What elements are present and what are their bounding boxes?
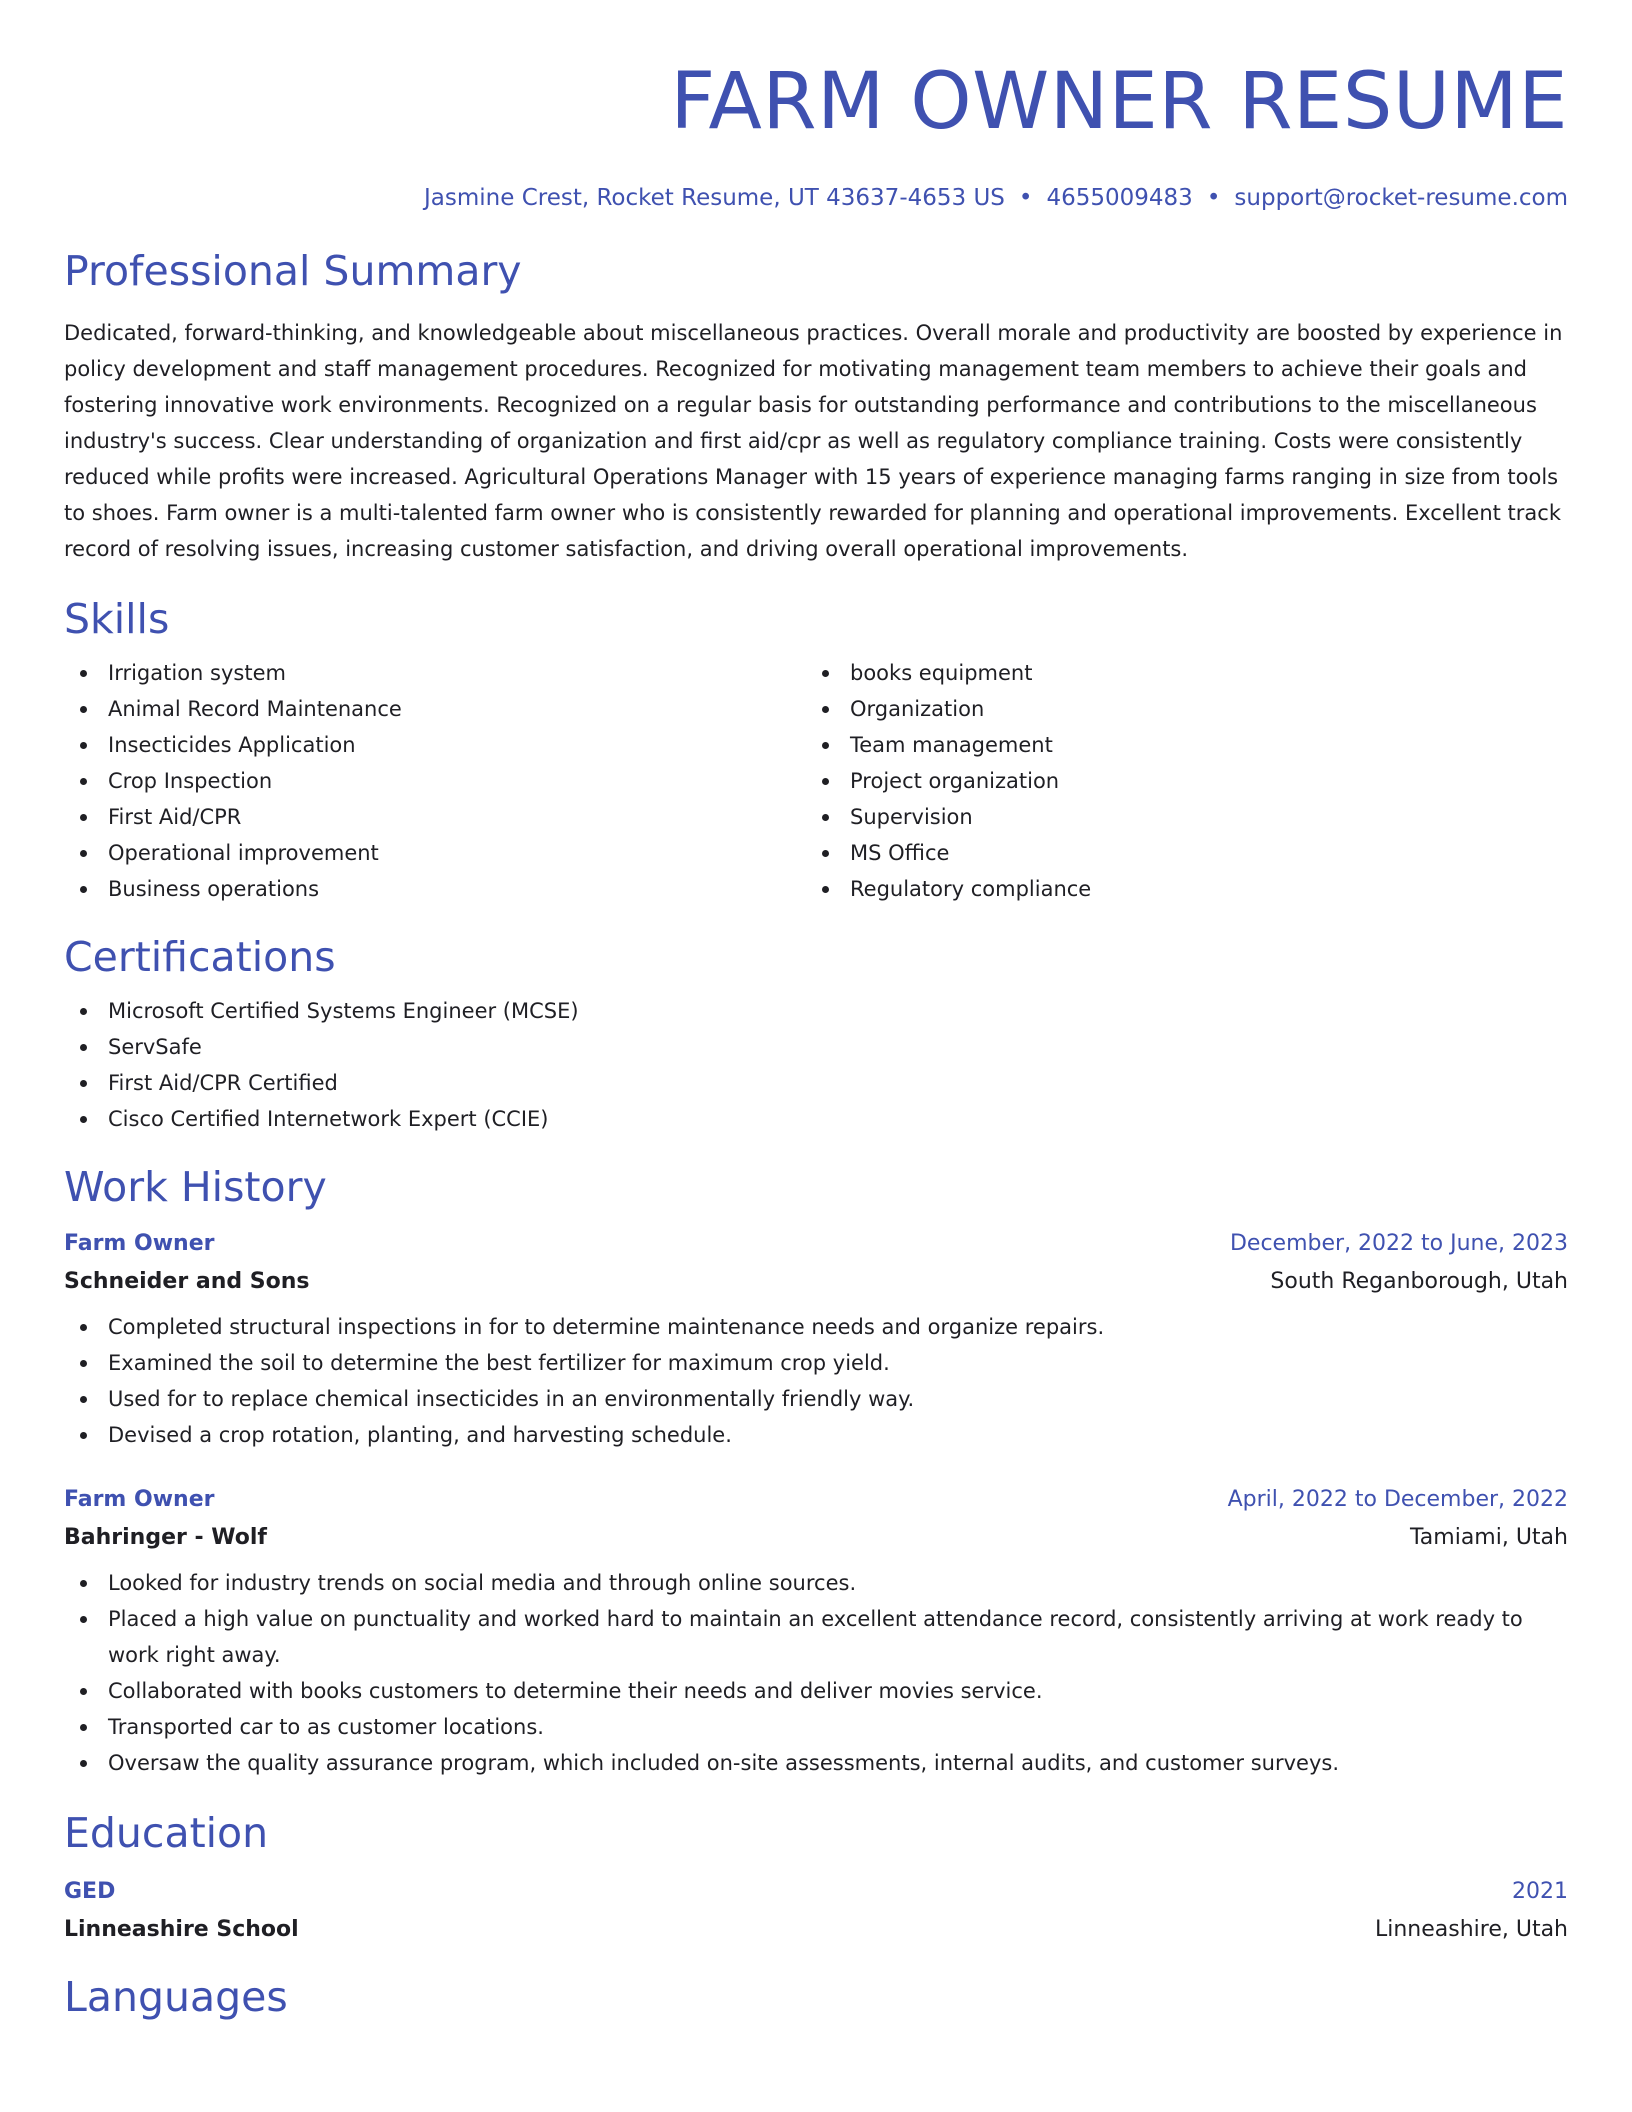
job-duty-item: Used for to replace chemical insecticides in an environmentally friendly way. (64, 1381, 1568, 1417)
skills-list-left (64, 655, 806, 907)
job-duty-item: Transported car to as customer locations. (64, 1709, 1568, 1745)
job-entry (64, 1225, 1568, 1453)
languages-section (64, 1971, 1568, 2023)
contact-line (64, 183, 1568, 213)
skills-grid (64, 655, 1568, 907)
resume-header (64, 0, 1568, 213)
education-entry (64, 1873, 1568, 1949)
job-company-row (64, 1263, 1568, 1301)
contact-address: Jasmine Crest, Rocket Resume, UT 43637-4653 US (424, 185, 1005, 211)
skill-item: Project organization (806, 763, 1548, 799)
summary-heading: Professional Summary (64, 247, 522, 295)
education-section (64, 1807, 1568, 1949)
job-duty-item: Placed a high value on punctuality and worked hard to maintain an excellent attendance record, consistently arriving at work ready to work right away. (64, 1601, 1568, 1673)
job-duty-item: Oversaw the quality assurance program, which included on-site assessments, internal audits, and customer surveys. (64, 1745, 1568, 1781)
job-duty-item: Examined the soil to determine the best fertilizer for maximum crop yield. (64, 1345, 1568, 1381)
job-company: Bahringer - Wolf (64, 1525, 268, 1550)
skills-heading: Skills (64, 595, 170, 643)
summary-section (64, 245, 1568, 567)
work-history-section (64, 1161, 1568, 1781)
skills-list-right (806, 655, 1548, 907)
resume-title: FARM OWNER RESUME (670, 57, 1568, 147)
job-duties-list (64, 1565, 1568, 1781)
job-duties-list (64, 1309, 1568, 1453)
education-school-row (64, 1911, 1568, 1949)
job-location: South Reganborough, Utah (1270, 1269, 1568, 1294)
skills-section (64, 593, 1568, 907)
job-dates: December, 2022 to June, 2023 (1229, 1231, 1568, 1256)
education-heading: Education (64, 1809, 269, 1857)
job-dates: April, 2022 to December, 2022 (1227, 1487, 1568, 1512)
skill-item: books equipment (806, 655, 1548, 691)
job-entry (64, 1481, 1568, 1781)
languages-heading: Languages (64, 1973, 288, 2021)
job-location: Tamiami, Utah (1410, 1525, 1568, 1550)
job-title-row (64, 1481, 1568, 1519)
contact-separator: • (1018, 185, 1033, 211)
job-title: Farm Owner (64, 1231, 215, 1256)
contact-phone: 4655009483 (1046, 185, 1193, 211)
skill-item: First Aid/CPR (64, 799, 806, 835)
skill-item: Crop Inspection (64, 763, 806, 799)
job-title: Farm Owner (64, 1487, 215, 1512)
education-year: 2021 (1512, 1879, 1568, 1904)
job-duty-item: Completed structural inspections in for to determine maintenance needs and organize repairs. (64, 1309, 1568, 1345)
job-duty-item: Looked for industry trends on social media and through online sources. (64, 1565, 1568, 1601)
certification-item: Cisco Certified Internetwork Expert (CCIE) (64, 1101, 1568, 1137)
contact-separator: • (1206, 185, 1221, 211)
summary-text: Dedicated, forward-thinking, and knowledgeable about miscellaneous practices. Overall morale and productivity are boosted by experience in policy development and staff management procedures. Recognized for motivating management team members to achieve their goals and fostering innovative work environments. Recognized on a regular basis for outstanding performance and contributions to the miscellaneous industry's success. Clear understanding of organization and first aid/cpr as well as regulatory compliance training. Costs were consistently reduced while profits were increased. Agricultural Operations Manager with 15 years of experience managing farms ranging in size from tools to shoes. Farm owner is a multi-talented farm owner who is consistently rewarded for planning and operational improvements. Excellent track record of resolving issues, increasing customer satisfaction, and driving overall operational improvements. (64, 321, 1563, 561)
job-duty-item: Devised a crop rotation, planting, and harvesting schedule. (64, 1417, 1568, 1453)
skill-item: Irrigation system (64, 655, 806, 691)
skill-item: Insecticides Application (64, 727, 806, 763)
education-degree: GED (64, 1879, 116, 1904)
skill-item: MS Office (806, 835, 1548, 871)
education-location: Linneashire, Utah (1374, 1917, 1568, 1942)
certifications-heading: Certifications (64, 933, 336, 981)
job-company-row (64, 1519, 1568, 1557)
skill-item: Regulatory compliance (806, 871, 1548, 907)
education-school: Linneashire School (64, 1917, 299, 1942)
contact-email: support@rocket-resume.com (1234, 185, 1568, 211)
skill-item: Animal Record Maintenance (64, 691, 806, 727)
skill-item: Supervision (806, 799, 1548, 835)
certification-item: ServSafe (64, 1029, 1568, 1065)
skill-item: Operational improvement (64, 835, 806, 871)
certifications-section (64, 931, 1568, 1137)
work-history-heading: Work History (64, 1163, 327, 1211)
job-company: Schneider and Sons (64, 1269, 310, 1294)
education-degree-row (64, 1873, 1568, 1911)
skill-item: Business operations (64, 871, 806, 907)
skill-item: Team management (806, 727, 1548, 763)
certification-item: Microsoft Certified Systems Engineer (MCSE) (64, 993, 1568, 1029)
certification-item: First Aid/CPR Certified (64, 1065, 1568, 1101)
job-title-row (64, 1225, 1568, 1263)
certifications-list (64, 993, 1568, 1137)
skill-item: Organization (806, 691, 1548, 727)
job-duty-item: Collaborated with books customers to determine their needs and deliver movies service. (64, 1673, 1568, 1709)
